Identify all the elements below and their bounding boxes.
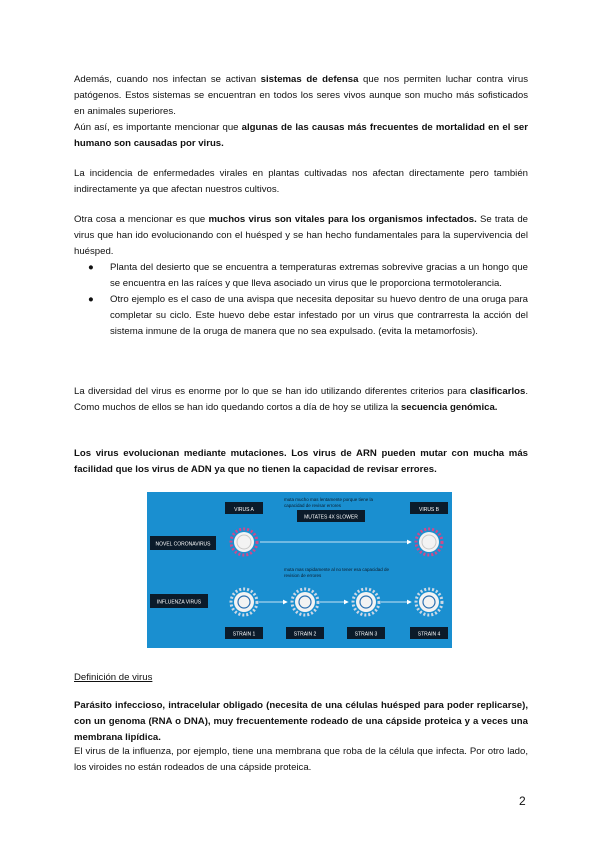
paragraph-vital-viruses: Otra cosa a mencionar es que muchos virus son vitales para los organismos infectados. Se trata de virus que han ido evolucionando con el huésped y se han hecho fundamentales para la supervivencia del huésped. xyxy=(74,214,528,257)
note-fast-mutation-line2: revision de errores xyxy=(284,573,322,578)
paragraph-classification: La diversidad del virus es enorme por lo que se han ido utilizando diferentes criterios para clasificarlos. Como muchos de ellos se han ido quedando cortos a día de hoy se utiliza la secuencia genómica. xyxy=(74,386,528,413)
section-heading: Definición de virus xyxy=(74,672,153,683)
virus-a-label: VIRUS A xyxy=(234,507,254,513)
note-slow-mutation-line1: muta mucho mas lentamente porque tiene la xyxy=(284,497,374,502)
examples-list xyxy=(74,260,528,340)
strain-4-label: STRAIN 4 xyxy=(417,631,441,638)
virus-b-label: VIRUS B xyxy=(418,507,440,513)
paragraph-mortality: Aún así, es importante mencionar que algunas de las causas más frecuentes de mortalidad en el ser humano son causadas por virus. xyxy=(74,122,528,149)
strain-1-label: STRAIN 1 xyxy=(232,631,256,638)
paragraph-defense-systems: Además, cuando nos infectan se activan sistemas de defensa que nos permiten luchar contra virus patógenos. Estos sistemas se encuentran en todos los seres vivos aunque son mucho más sofisticados en animales superiores. xyxy=(74,74,528,117)
influenza-virus-label: INFLUENZA VIRUS xyxy=(156,599,202,606)
paragraph-virus-definition: Parásito infeccioso, intracelular obligado (necesita de una células huésped para poder replicarse), con un genoma (RNA o DNA), muy frecuentemente rodeado de una cápside proteica y a veces una membrana lipídica. xyxy=(74,700,528,743)
novel-coronavirus-label: NOVEL CORONAVIRUS xyxy=(155,541,211,548)
list-item: ● Otro ejemplo es el caso de una avispa que necesita depositar su huevo dentro de una oruga para completar su ciclo. Este huevo debe estar infestado por un virus que contrarresta la acción del sistema inmune de la oruga de manera que no sea expulsado. (evita la metamorfosis). xyxy=(88,294,528,337)
list-item: ● Planta del desierto que se encuentra a temperaturas extremas sobrevive gracias a un hongo que se encuentra en las raíces y que lleva asociado un virus que le proporciona termotolerancia. xyxy=(88,262,528,289)
mutates-slower-label: MUTATES 4X SLOWER xyxy=(304,514,358,521)
paragraph-mutations: Los virus evolucionan mediante mutaciones. Los virus de ARN pueden mutar con mucha más facilidad que los virus de ADN ya que no tienen la capacidad de revisar errores. xyxy=(74,448,528,475)
bullet-icon: ● xyxy=(88,294,94,305)
paragraph-plant-diseases: La incidencia de enfermedades virales en plantas cultivadas nos afectan directamente pero también indirectamente ya que afectan nuestros cultivos. xyxy=(74,168,528,195)
virus-mutation-diagram xyxy=(147,492,452,648)
strain-3-label: STRAIN 3 xyxy=(354,631,378,638)
note-slow-mutation-line2: capacidad de revisar errores xyxy=(284,503,342,508)
paragraph-influenza-example: El virus de la influenza, por ejemplo, tiene una membrana que roba de la célula que infecta. Por otro lado, los viroides no están rodeados de una cápside proteica. xyxy=(74,746,528,773)
strain-2-label: STRAIN 2 xyxy=(293,631,317,638)
page-number: 2 xyxy=(519,794,526,808)
bullet-icon: ● xyxy=(88,262,94,273)
note-fast-mutation-line1: muta mas rapidamente al no tener esa capacidad de xyxy=(284,567,390,572)
